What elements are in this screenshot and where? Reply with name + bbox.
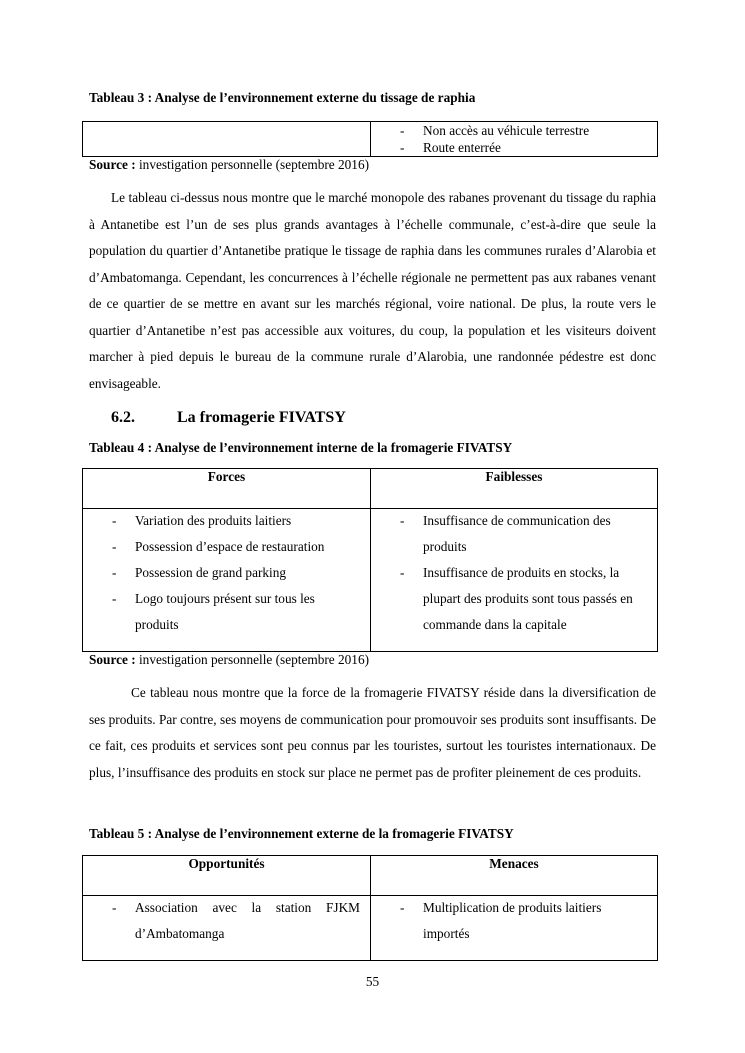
- tableau3-table: [82, 121, 658, 157]
- list-item: - Insuffisance de communication des produits: [371, 508, 657, 560]
- list-item: - Association avec la station FJKM d’Ambatomanga: [83, 895, 370, 947]
- tableau5-table: [82, 855, 658, 961]
- section-number: 6.2.: [111, 409, 135, 426]
- tableau5-opportunites-cell: [83, 896, 371, 961]
- tableau4-forces-cell: [83, 509, 371, 652]
- tableau3-source: [89, 157, 369, 173]
- tableau3-right-cell: [371, 122, 658, 157]
- tableau5-menaces-cell: [371, 896, 658, 961]
- tableau5-header-menaces: Menaces: [371, 856, 658, 896]
- section-heading: [111, 409, 346, 427]
- tableau4-header-forces: Forces: [83, 469, 371, 509]
- page-number: 55: [365, 974, 380, 989]
- paragraph-1: Le tableau ci-dessus nous montre que le marché monopole des rabanes provenant du tissage du raphia à Antanetibe est l’un de ses plus grands avantages à l’échelle communale, c’est-à-dire que seule la population du quartier d’Antanetibe pratique le tissage de raphia dans les communes rurales d’Alarobia et d’Ambatomanga. Cependant, les concurrences à l’échelle régionale ne permettent pas aux rabanes venant de ce quartier de se mettre en avant sur les marchés régional, voire national. De plus, la route vers le quartier d’Antanetibe n’est pas accessible aux voitures, du coup, la population et les visiteurs doivent marcher à pied depuis le bureau de la commune rurale d’Alarobia, une randonnée pédestre est donc envisageable.: [89, 190, 656, 391]
- section-title: La fromagerie FIVATSY: [177, 409, 346, 426]
- list-item: - Variation des produits laitiers: [83, 508, 370, 534]
- tableau4-source: [89, 652, 369, 668]
- tableau4-faiblesses-cell: [371, 509, 658, 652]
- list-item: - Non accès au véhicule terrestre: [371, 122, 657, 139]
- source-text: investigation personnelle (septembre 2016): [135, 157, 370, 172]
- tableau4-caption: Tableau 4 : Analyse de l’environnement interne de la fromagerie FIVATSY: [89, 440, 513, 455]
- list-item: - Possession de grand parking: [83, 560, 370, 586]
- paragraph-2: Ce tableau nous montre que la force de la fromagerie FIVATSY réside dans la diversification de ses produits. Par contre, ses moyens de communication pour promouvoir ses produits sont insuffisants. De ce fait, ces produits et services sont peu connus par les touristes, surtout les touristes internationaux. De plus, l’insuffisance des produits en stock sur place ne permet pas de profiter pleinement de ces produits.: [89, 685, 656, 780]
- list-item: - Multiplication de produits laitiers importés: [371, 895, 657, 947]
- list-item: - Insuffisance de produits en stocks, la plupart des produits sont tous passés en commande dans la capitale: [371, 560, 657, 638]
- list-item: - Logo toujours présent sur tous les produits: [83, 586, 370, 638]
- tableau3-left-cell: [83, 122, 371, 157]
- tableau4-header-faiblesses: Faiblesses: [371, 469, 658, 509]
- tableau5-header-opportunites: Opportunités: [83, 856, 371, 896]
- source-label: Source :: [89, 652, 136, 667]
- list-item: - Route enterrée: [371, 139, 657, 156]
- source-text: investigation personnelle (septembre 2016): [135, 652, 370, 667]
- tableau3-caption: Tableau 3 : Analyse de l’environnement externe du tissage de raphia: [89, 90, 476, 105]
- tableau4-table: [82, 468, 658, 652]
- source-label: Source :: [89, 157, 136, 172]
- tableau5-caption: Tableau 5 : Analyse de l’environnement externe de la fromagerie FIVATSY: [89, 826, 514, 841]
- list-item: - Possession d’espace de restauration: [83, 534, 370, 560]
